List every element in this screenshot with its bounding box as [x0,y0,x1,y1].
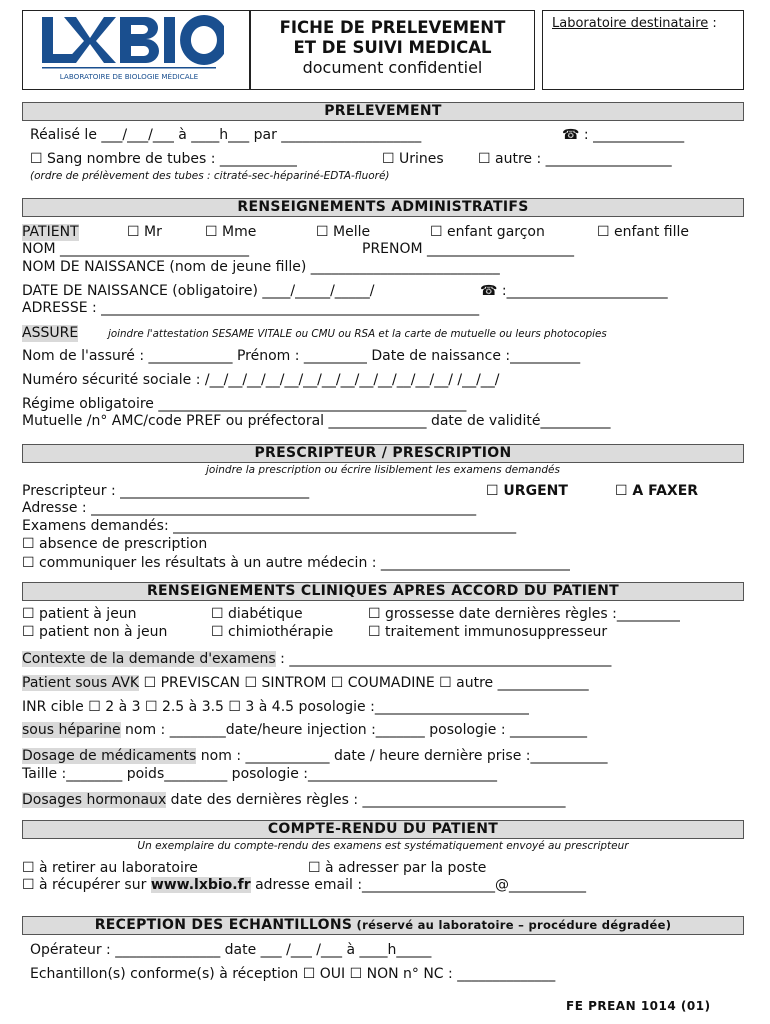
lab-destinataire-label: Laboratoire destinataire : [552,16,717,31]
lab-destinataire-text: Laboratoire destinataire [552,16,709,31]
prescripteur-field[interactable]: Prescripteur : ___________________________ [22,483,310,499]
checkbox-non-jeun[interactable]: ☐ patient non à jeun [22,624,168,640]
checkbox-communiquer[interactable]: ☐ communiquer les résultats à un autre médecin : ___________________________ [22,555,570,571]
inr-line[interactable]: INR cible ☐ 2 à 3 ☐ 2.5 à 3.5 ☐ 3 à 4.5 posologie :______________________ [22,699,529,715]
checkbox-retirer-labo[interactable]: ☐ à retirer au laboratoire [22,860,198,876]
mutuelle-field[interactable]: Mutuelle /n° AMC/code PREF ou préfectoral ______________ date de validité__________ [22,413,611,429]
checkbox-a-faxer[interactable]: ☐ A FAXER [615,483,699,499]
section-prescripteur: PRESCRIPTEUR / PRESCRIPTION [22,444,744,463]
logo-subtitle: LABORATOIRE DE BIOLOGIE MÉDICALE [59,72,199,81]
phone-icon: ☎ [480,283,498,299]
secu-field[interactable]: Numéro sécurité sociale : /__/__/__/__/__/__/__/__/__/__/__/__/__/ /__/__/ [22,372,500,388]
hormonaux-line[interactable]: Dosages hormonaux date des dernières règles : _____________________________ [22,792,566,808]
prelevement-phone[interactable]: ☎ : _____________ [562,127,685,143]
patient-label: PATIENT [22,224,79,240]
section-prelevement: PRELEVEMENT [22,102,744,121]
checkbox-grossesse[interactable]: ☐ grossesse date dernières règles :_________ [368,606,680,622]
adresse-field[interactable]: ADRESSE : ______________________________________________________ [22,300,480,316]
nom-naissance-field[interactable]: NOM DE NAISSANCE (nom de jeune fille) ___________________________ [22,259,500,275]
ordre-tubes-note: (ordre de prélèvement des tubes : citraté-sec-hépariné-EDTA-fluoré) [30,170,390,182]
form-title-line1: FICHE DE PRELEVEMENT [279,18,506,37]
checkbox-enfant-fille[interactable]: ☐ enfant fille [597,224,690,240]
assure-label: ASSURE [22,325,79,341]
checkbox-mme[interactable]: ☐ Mme [205,224,257,240]
prescripteur-adresse-field[interactable]: Adresse : _______________________________________________________ [22,500,477,516]
form-subtitle: document confidentiel [302,58,483,77]
recuperer-line[interactable] [22,877,586,894]
examens-field[interactable]: Examens demandés: _________________________________________________ [22,518,517,534]
checkbox-enfant-garcon[interactable]: ☐ enfant garçon [430,224,545,240]
contexte-line[interactable]: Contexte de la demande d'examens : ______________________________________________ [22,651,612,667]
taille-poids-line[interactable]: Taille :________ poids_________ posologie :___________________________ [22,766,498,782]
checkbox-adresser-poste[interactable]: ☐ à adresser par la poste [308,860,487,876]
checkbox-immuno[interactable]: ☐ traitement immunosuppresseur [368,624,608,640]
checkbox-autre[interactable]: ☐ autre : __________________ [478,151,672,167]
checkbox-jeun[interactable]: ☐ patient à jeun [22,606,137,622]
dosage-medicaments-line[interactable]: Dosage de médicaments nom : ____________ date / heure dernière prise :___________ [22,748,608,764]
date-naissance-field[interactable]: DATE DE NAISSANCE (obligatoire) ____/_____/_____/ [22,283,375,299]
form-title-line2: ET DE SUIVI MEDICAL [293,38,492,57]
section-reception: RECEPTION DES ECHANTILLONS (réservé au laboratoire – procédure dégradée) [22,916,744,935]
avk-label: Patient sous AVK [22,675,140,691]
section-compte-rendu: COMPTE-RENDU DU PATIENT [22,820,744,839]
compte-rendu-note: Un exemplaire du compte-rendu des examens est systématiquement envoyé au prescripteur [137,840,629,852]
lxbio-logo [28,11,224,89]
checkbox-sang[interactable]: ☐ Sang nombre de tubes : ___________ [30,151,297,167]
checkbox-urines[interactable]: ☐ Urines [382,151,444,167]
dn-phone-field[interactable]: ☎ :_______________________ [480,283,668,299]
checkbox-chimio[interactable]: ☐ chimiothérapie [211,624,334,640]
phone-icon: ☎ [562,127,580,143]
section-admin: RENSEIGNEMENTS ADMINISTRATIFS [22,198,744,217]
checkbox-recuperer[interactable]: ☐ à récupérer sur [22,877,151,893]
assure-note: joindre l'attestation SESAME VITALE ou CMU ou RSA et la carte de mutuelle ou leurs photocopies [108,328,607,340]
prescription-note: joindre la prescription ou écrire lisiblement les examens demandés [206,464,560,476]
checkbox-absence-prescription[interactable]: ☐ absence de prescription [22,536,208,552]
prenom-field[interactable]: PRENOM _____________________ [362,241,575,257]
heparine-line[interactable]: sous héparine nom : ________date/heure injection :_______ posologie : ___________ [22,722,588,738]
contexte-label: Contexte de la demande d'examens [22,651,276,667]
checkbox-melle[interactable]: ☐ Melle [316,224,371,240]
avk-line[interactable]: Patient sous AVK ☐ PREVISCAN ☐ SINTROM ☐ COUMADINE ☐ autre _____________ [22,675,589,691]
assure-identity-line[interactable]: Nom de l'assuré : ____________ Prénom : _________ Date de naissance :__________ [22,348,581,364]
checkbox-mr[interactable]: ☐ Mr [127,224,162,240]
operateur-line[interactable]: Opérateur : _______________ date ___ /___ /___ à ____h_____ [30,942,432,958]
conforme-line[interactable]: Echantillon(s) conforme(s) à réception ☐ OUI ☐ NON n° NC : ______________ [30,966,556,982]
checkbox-diabetique[interactable]: ☐ diabétique [211,606,303,622]
email-field[interactable]: adresse email :___________________@___________ [250,877,587,893]
checkbox-urgent[interactable]: ☐ URGENT [486,483,568,499]
dosage-label: Dosage de médicaments [22,748,197,764]
website-link[interactable]: www.lxbio.fr [150,877,251,893]
hormonaux-label: Dosages hormonaux [22,792,167,808]
prelevement-date-line[interactable]: Réalisé le ___/___/___ à ____h___ par ____________________ [30,127,422,143]
regime-field[interactable]: Régime obligatoire ____________________________________________ [22,396,467,412]
nom-field[interactable]: NOM ___________________________ [22,241,250,257]
section-clinique: RENSEIGNEMENTS CLINIQUES APRES ACCORD DU PATIENT [22,582,744,601]
form-reference: FE PREAN 1014 (01) [566,999,711,1013]
heparine-label: sous héparine [22,722,121,738]
